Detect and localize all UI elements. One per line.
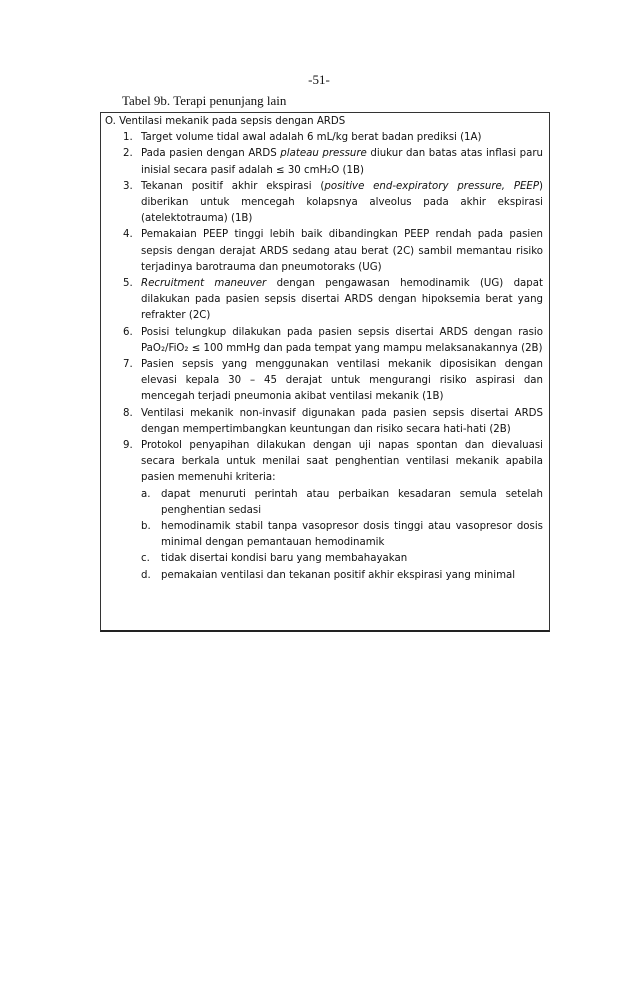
item-text: Posisi telungkup dilakukan pada pasien sepsis disertai ARDS dengan rasio PaO₂/FiO₂ ≤ 100 mmHg dan pada tempat yang mampu melaksanakannya (2B)	[141, 326, 543, 354]
list-item	[101, 357, 549, 406]
item-number: 3.	[123, 180, 133, 192]
criteria-item	[141, 568, 543, 584]
page-number: -51-	[308, 72, 330, 87]
list-item	[101, 227, 549, 276]
item-number: 9.	[123, 440, 133, 452]
item-text: Pasien sepsis yang menggunakan ventilasi mekanik diposisikan dengan elevasi kepala 30 – 45 derajat untuk mengurangi risiko aspirasi dan mencegah terjadi pneumonia akibat ventilasi mekanik (1B)	[141, 359, 543, 403]
item-text: Target volume tidal awal adalah 6 mL/kg berat badan prediksi (1A)	[141, 132, 482, 144]
list-item	[101, 438, 549, 584]
item-text-start: Pada pasien dengan ARDS	[141, 148, 281, 160]
item-text-end: dengan pengawasan hemodinamik (UG) dapat dilakukan pada pasien sepsis disertai ARDS dengan hipoksemia berat yang refrakter (2C)	[141, 278, 543, 322]
criteria-text: hemodinamik stabil tanpa vasopresor dosis tinggi atau vasopresor dosis minimal dengan pemantauan hemodinamik	[161, 521, 543, 549]
list-item	[101, 325, 549, 357]
item-text-emphasis: plateau pressure	[280, 148, 367, 160]
item-number: 1.	[123, 132, 133, 144]
item-number: 6.	[123, 326, 133, 338]
item-number: 5.	[123, 278, 133, 290]
criteria-text: dapat menuruti perintah atau perbaikan kesadaran semula setelah penghentian sedasi	[161, 488, 543, 516]
criteria-letter: b.	[141, 521, 151, 533]
table-caption: Tabel 9b. Terapi penunjang lain	[122, 93, 287, 108]
item-text-end: ) diberikan untuk mencegah kolapsnya alveolus pada akhir ekspirasi (atelektotrauma) (1B)	[141, 180, 543, 225]
criteria-item	[141, 487, 543, 519]
therapy-table	[100, 112, 550, 632]
item-text: Protokol penyapihan dilakukan dengan uji napas spontan dan dievaluasi secara berkala untuk menilai saat penghentian ventilasi mekanik apabila pasien memenuhi kriteria:	[141, 440, 543, 484]
item-number: 8.	[123, 407, 133, 419]
recommendation-list	[101, 130, 549, 584]
item-text-end: diukur dan batas atas inflasi paru inisial secara pasif adalah ≤ 30 cmH₂O (1B)	[141, 148, 543, 176]
section-heading: O. Ventilasi mekanik pada sepsis dengan ARDS	[105, 116, 346, 127]
list-item	[101, 130, 549, 146]
list-item	[101, 276, 549, 325]
criteria-letter: a.	[141, 488, 151, 500]
criteria-item	[141, 519, 543, 551]
criteria-list	[141, 487, 543, 584]
criteria-letter: d.	[141, 569, 151, 581]
list-item	[101, 146, 549, 178]
item-number: 4.	[123, 229, 133, 241]
list-item	[101, 406, 549, 438]
item-number: 2.	[123, 148, 133, 160]
criteria-text: tidak disertai kondisi baru yang membahayakan	[161, 553, 408, 565]
item-text: Ventilasi mekanik non-invasif digunakan pada pasien sepsis disertai ARDS dengan mempertimbangkan keuntungan dan risiko secara hati-hati (2B)	[141, 407, 543, 435]
criteria-text: pemakaian ventilasi dan tekanan positif akhir ekspirasi yang minimal	[161, 569, 516, 581]
item-text-start: Tekanan positif akhir ekspirasi (	[141, 180, 325, 192]
criteria-item	[141, 551, 543, 567]
list-item	[101, 179, 549, 228]
item-number: 7.	[123, 359, 133, 371]
item-text-emphasis: Recruitment maneuver	[141, 278, 267, 290]
criteria-letter: c.	[141, 553, 150, 565]
item-text-emphasis: positive end-expiratory pressure, PEEP	[324, 180, 540, 192]
item-text: Pemakaian PEEP tinggi lebih baik dibandingkan PEEP rendah pada pasien sepsis dengan derajat ARDS sedang atau berat (2C) sambil memantau risiko terjadinya barotrauma dan pneumotoraks (UG)	[141, 229, 543, 273]
